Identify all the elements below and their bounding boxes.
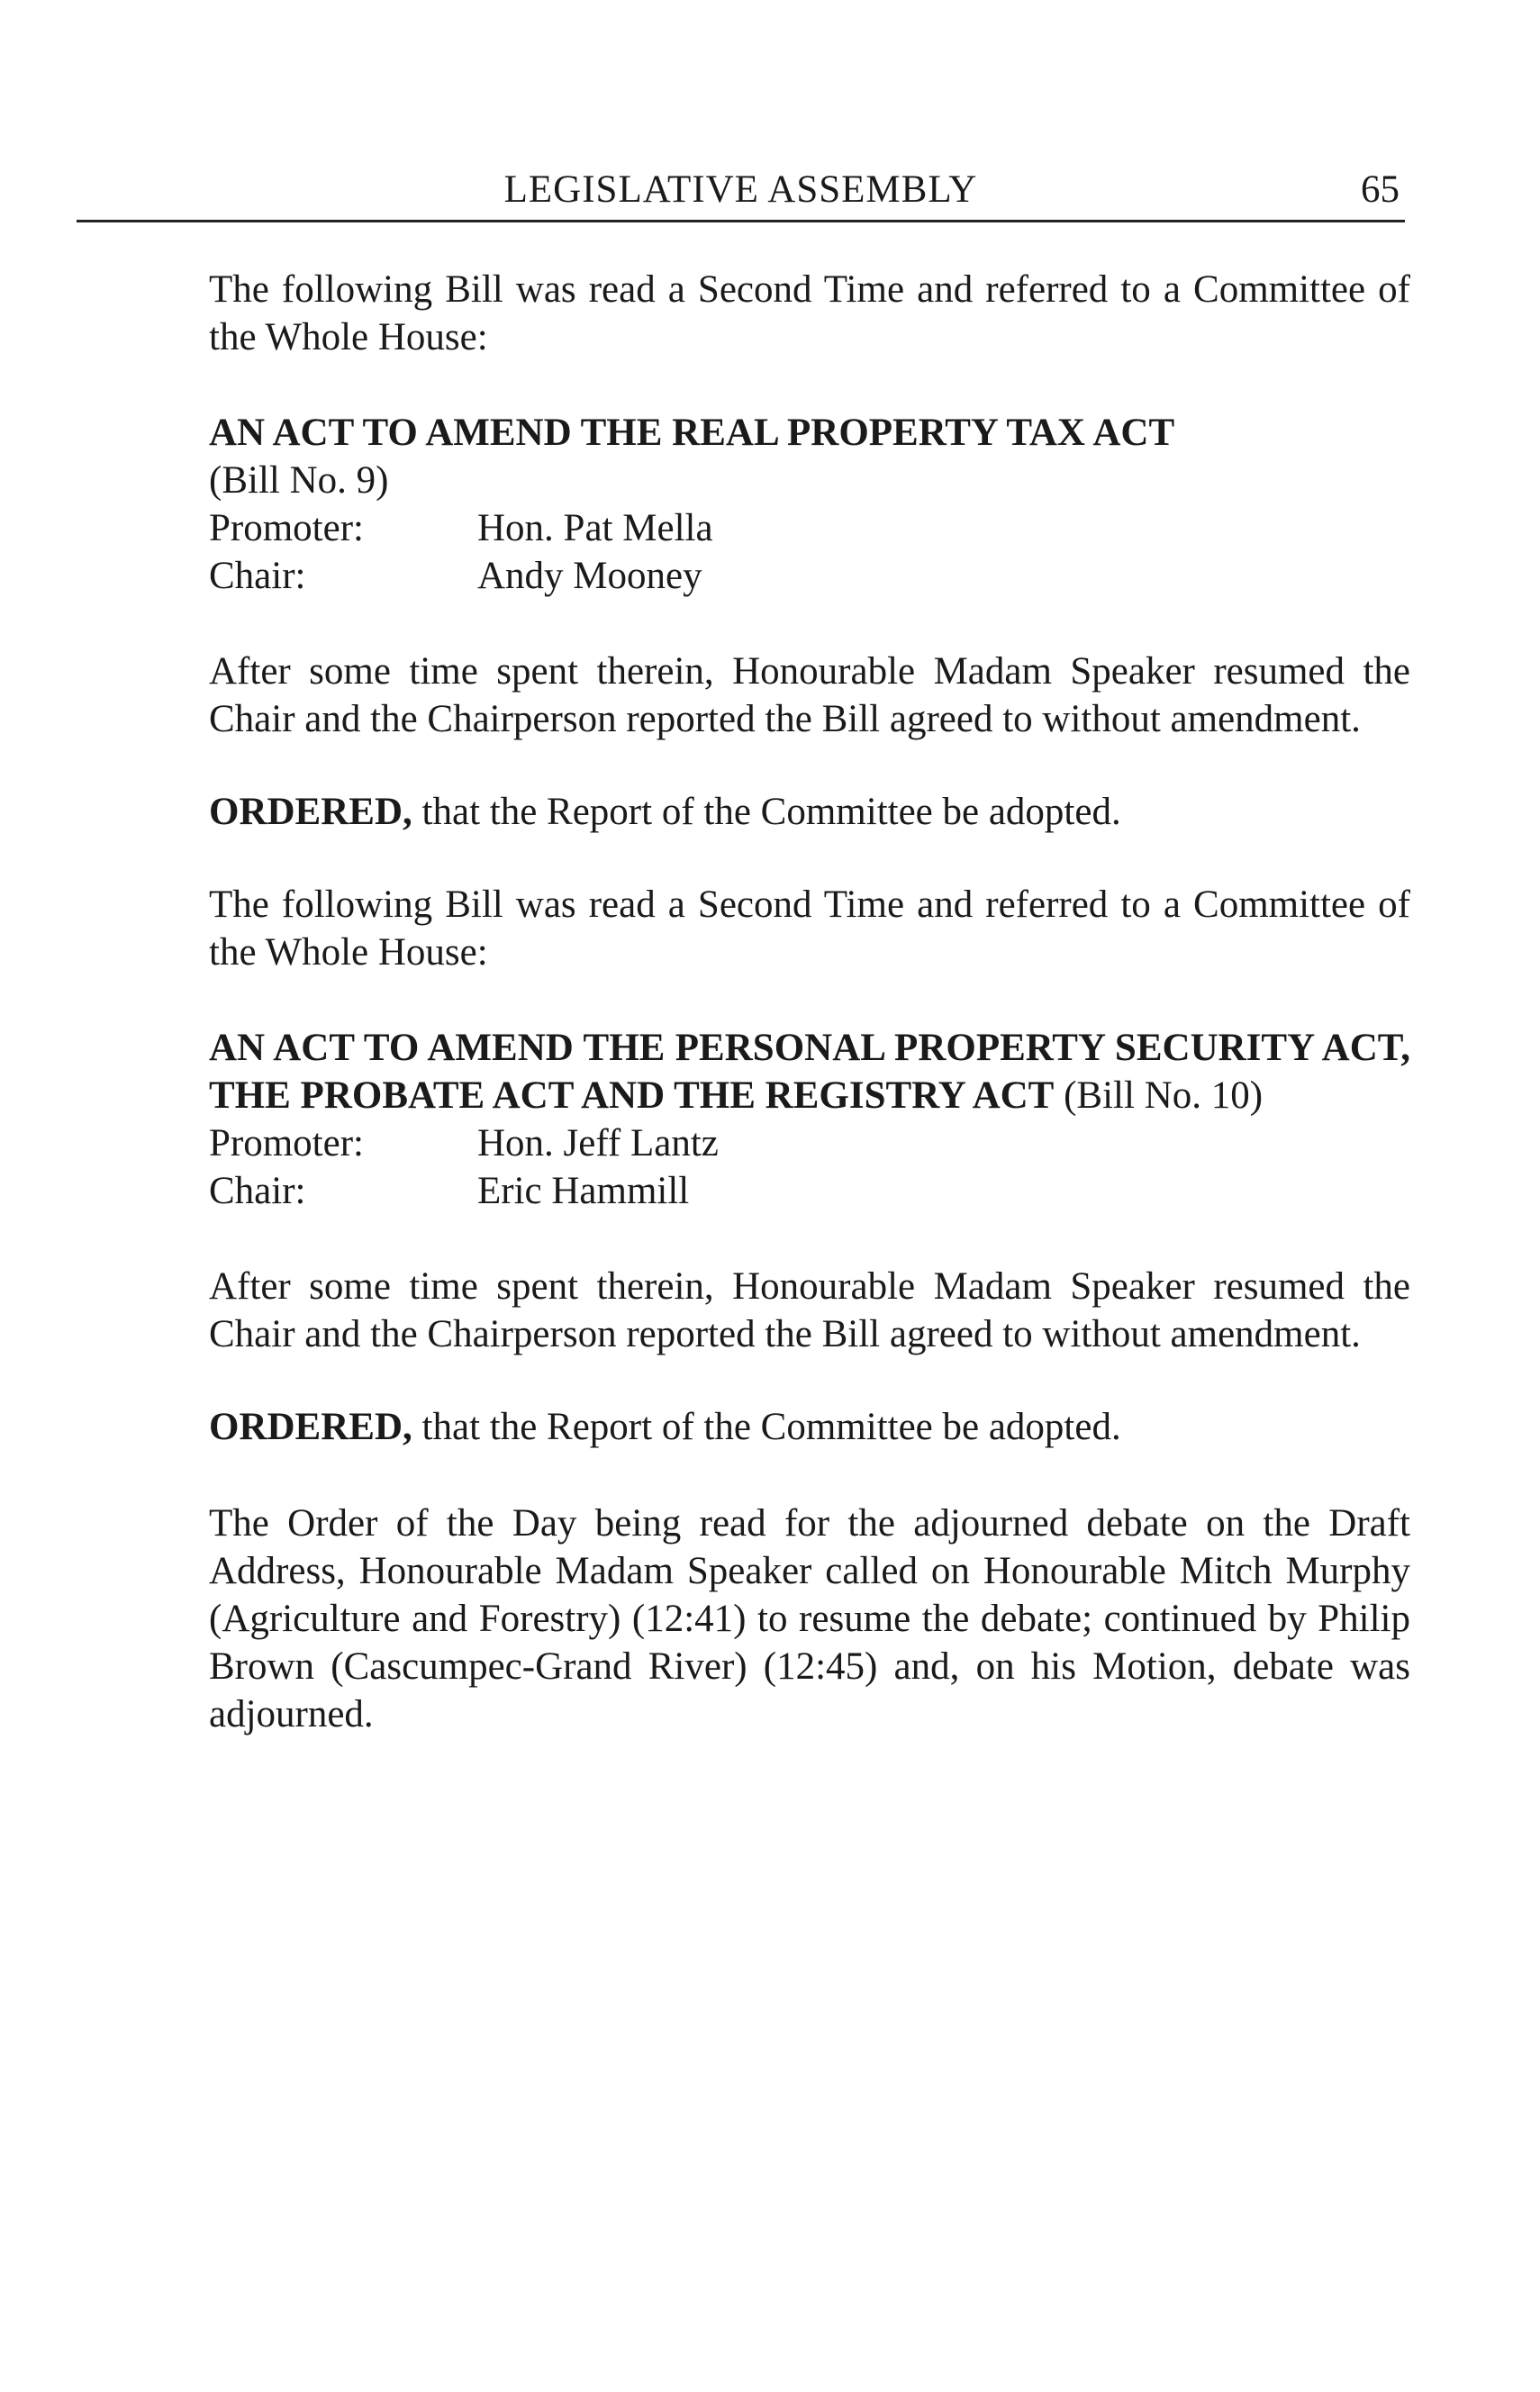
ordered-label-2: ORDERED, — [209, 1406, 412, 1448]
bill-number-2: (Bill No. 10) — [1054, 1074, 1264, 1117]
bill-title-2: AN ACT TO AMEND THE PERSONAL PROPERTY SECURITY ACT, THE PROBATE ACT AND THE REGISTRY ACT — [209, 1027, 1410, 1117]
promoter-name-2: Hon. Jeff Lantz — [477, 1122, 719, 1164]
chair-name-2: Eric Hammill — [477, 1170, 690, 1212]
ordered-text-1: that the Report of the Committee be adopted. — [412, 791, 1121, 833]
page-header — [77, 162, 1405, 222]
bill-block-2 — [209, 1024, 1410, 1215]
committee-report-1: After some time spent therein, Honourable Madam Speaker resumed the Chair and the Chairperson reported the Bill agreed to without amendment. — [209, 650, 1410, 740]
page-body — [209, 266, 1410, 1738]
ordered-text-2: that the Report of the Committee be adopted. — [412, 1406, 1121, 1448]
bill-block-1 — [209, 409, 1410, 600]
committee-report-2: After some time spent therein, Honourable Madam Speaker resumed the Chair and the Chairperson reported the Bill agreed to without amendment. — [209, 1265, 1410, 1355]
chair-name-1: Andy Mooney — [477, 555, 702, 597]
bill-title-1: AN ACT TO AMEND THE REAL PROPERTY TAX ACT — [209, 412, 1175, 454]
bill-intro-1: The following Bill was read a Second Time and referred to a Committee of the Whole House: — [209, 268, 1410, 358]
promoter-row-1 — [209, 504, 1410, 552]
promoter-label-2: Promoter: — [209, 1122, 364, 1164]
chair-label-2: Chair: — [209, 1170, 306, 1212]
promoter-label-1: Promoter: — [209, 507, 364, 549]
ordered-paragraph-2 — [209, 1403, 1410, 1451]
adjourned-debate-paragraph: The Order of the Day being read for the adjourned debate on the Draft Address, Honourable Madam Speaker called on Honourable Mitch Murphy (Agriculture and Forestry) (12:41) to resume the debate; continued by Philip Brown (Cascumpec-Grand River) (12:45) and, on his Motion, debate was adjourned. — [209, 1502, 1410, 1735]
chair-row-2 — [209, 1167, 1410, 1215]
ordered-paragraph-1 — [209, 788, 1410, 836]
page-number: 65 — [1361, 168, 1400, 211]
promoter-row-2 — [209, 1119, 1410, 1167]
header-title: LEGISLATIVE ASSEMBLY — [503, 168, 978, 211]
chair-label-1: Chair: — [209, 555, 306, 597]
bill-number-1: (Bill No. 9) — [209, 459, 389, 502]
promoter-name-1: Hon. Pat Mella — [477, 507, 713, 549]
ordered-label-1: ORDERED, — [209, 791, 412, 833]
bill-heading-2 — [209, 1024, 1410, 1119]
chair-row-1 — [209, 552, 1410, 600]
bill-intro-2: The following Bill was read a Second Time and referred to a Committee of the Whole House: — [209, 883, 1410, 974]
